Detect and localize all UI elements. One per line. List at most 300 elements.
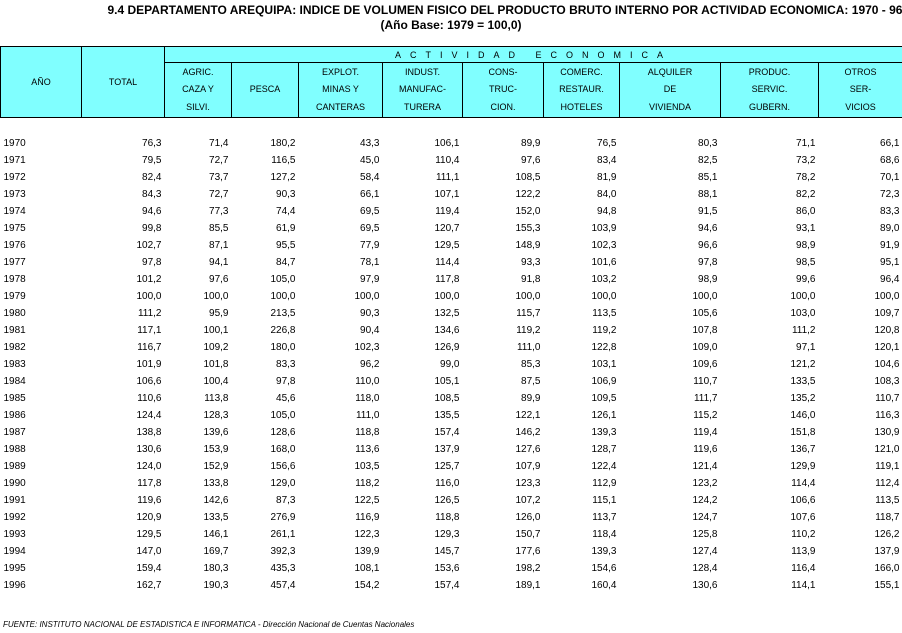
- value-cell: 126,2: [874, 529, 900, 540]
- value-cell: 71,4: [209, 138, 229, 149]
- value-cell: 72,3: [880, 189, 900, 200]
- header-line: HOTELES: [560, 101, 603, 112]
- value-cell: 81,9: [597, 172, 617, 183]
- value-cell: 116,0: [435, 478, 460, 489]
- value-cell: 115,2: [693, 410, 718, 421]
- year-cell: 1970: [3, 138, 26, 149]
- value-cell: 103,0: [790, 308, 816, 319]
- value-cell: 97,6: [209, 274, 229, 285]
- value-cell: 147,0: [136, 546, 162, 557]
- value-cell: 139,6: [203, 427, 229, 438]
- value-cell: 108,3: [874, 376, 900, 387]
- value-cell: 83,4: [597, 155, 617, 166]
- table-row: [1, 237, 902, 254]
- value-cell: 103,1: [591, 359, 617, 370]
- value-cell: 68,6: [880, 155, 900, 166]
- value-cell: 152,0: [515, 206, 541, 217]
- value-cell: 114,4: [435, 257, 460, 268]
- value-cell: 111,2: [137, 308, 162, 319]
- value-cell: 97,9: [360, 274, 380, 285]
- value-cell: 86,0: [796, 206, 816, 217]
- value-cell: 101,9: [136, 359, 162, 370]
- header-minas: [299, 63, 383, 118]
- table-row: [1, 424, 902, 441]
- value-cell: 107,2: [515, 495, 541, 506]
- value-cell: 83,3: [276, 359, 296, 370]
- header-alquiler: [620, 63, 721, 118]
- value-cell: 105,0: [270, 410, 296, 421]
- value-cell: 150,7: [515, 529, 541, 540]
- value-cell: 109,0: [692, 342, 718, 353]
- header-pesca: [232, 63, 299, 118]
- value-cell: 166,0: [874, 563, 900, 574]
- table-body: [1, 118, 902, 595]
- table-row: [1, 135, 902, 152]
- value-cell: 116,4: [791, 563, 816, 574]
- header-line: SILVI.: [186, 101, 210, 112]
- table-row: [1, 186, 902, 203]
- value-cell: 87,1: [209, 240, 229, 251]
- value-cell: 119,2: [592, 325, 617, 336]
- value-cell: 97,1: [796, 342, 816, 353]
- value-cell: 139,3: [591, 546, 617, 557]
- header-line: GUBERN.: [748, 101, 790, 112]
- value-cell: 121,4: [692, 461, 718, 472]
- value-cell: 99,0: [440, 359, 460, 370]
- value-cell: 155,3: [515, 223, 541, 234]
- value-cell: 43,3: [360, 138, 380, 149]
- value-cell: 153,9: [203, 444, 229, 455]
- value-cell: 117,8: [435, 274, 460, 285]
- value-cell: 122,1: [515, 410, 541, 421]
- value-cell: 103,5: [354, 461, 380, 472]
- value-cell: 100,4: [203, 376, 229, 387]
- value-cell: 142,6: [203, 495, 229, 506]
- value-cell: 94,8: [597, 206, 617, 217]
- value-cell: 110,6: [137, 393, 162, 404]
- value-cell: 94,1: [209, 257, 229, 268]
- value-cell: 124,4: [136, 410, 162, 421]
- value-cell: 116,7: [137, 342, 162, 353]
- value-cell: 126,9: [434, 342, 460, 353]
- value-cell: 129,3: [434, 529, 460, 540]
- value-cell: 119,6: [137, 495, 162, 506]
- year-cell: 1979: [3, 291, 26, 302]
- value-cell: 145,7: [434, 546, 460, 557]
- header-line: SERVIC.: [751, 84, 788, 95]
- value-cell: 113,7: [592, 512, 617, 523]
- value-cell: 100,0: [874, 291, 900, 302]
- year-cell: 1974: [3, 206, 26, 217]
- value-cell: 122,8: [591, 342, 617, 353]
- table-row: [1, 288, 902, 305]
- value-cell: 126,1: [591, 410, 617, 421]
- header-line: CAZA Y: [182, 84, 214, 95]
- value-cell: 122,4: [591, 461, 617, 472]
- value-cell: 127,4: [692, 546, 718, 557]
- value-cell: 435,3: [270, 563, 296, 574]
- value-cell: 61,9: [276, 223, 296, 234]
- year-cell: 1987: [3, 427, 26, 438]
- value-cell: 108,1: [354, 563, 380, 574]
- value-cell: 73,7: [209, 172, 229, 183]
- header-line: VIVIENDA: [648, 101, 691, 112]
- value-cell: 180,3: [203, 563, 229, 574]
- value-cell: 129,0: [270, 478, 296, 489]
- value-cell: 88,1: [698, 189, 718, 200]
- header-line: OTROS: [844, 66, 877, 77]
- value-cell: 100,0: [591, 291, 617, 302]
- value-cell: 106,9: [591, 376, 617, 387]
- value-cell: 159,4: [136, 563, 162, 574]
- year-cell: 1971: [3, 155, 26, 166]
- value-cell: 100,1: [203, 325, 229, 336]
- value-cell: 112,9: [592, 478, 617, 489]
- value-cell: 213,5: [270, 308, 296, 319]
- value-cell: 168,0: [270, 444, 296, 455]
- value-cell: 118,2: [355, 478, 380, 489]
- value-cell: 77,9: [360, 240, 380, 251]
- value-cell: 80,3: [698, 138, 718, 149]
- year-cell: 1977: [3, 257, 26, 268]
- value-cell: 69,5: [360, 223, 380, 234]
- value-cell: 115,7: [516, 308, 541, 319]
- header-line: VICIOS: [845, 101, 876, 112]
- value-cell: 100,0: [354, 291, 380, 302]
- header-line: TURERA: [403, 101, 441, 112]
- year-cell: 1982: [3, 342, 26, 353]
- year-cell: 1989: [3, 461, 26, 472]
- value-cell: 78,2: [796, 172, 816, 183]
- value-cell: 82,4: [142, 172, 162, 183]
- value-cell: 130,6: [136, 444, 162, 455]
- value-cell: 130,6: [692, 580, 718, 591]
- value-cell: 119,4: [435, 206, 460, 217]
- value-cell: 155,1: [874, 580, 900, 591]
- value-cell: 89,9: [521, 138, 541, 149]
- value-cell: 95,9: [209, 308, 229, 319]
- value-cell: 128,3: [203, 410, 229, 421]
- value-cell: 127,2: [270, 172, 296, 183]
- value-cell: 128,7: [591, 444, 617, 455]
- value-cell: 138,8: [136, 427, 162, 438]
- value-cell: 100,0: [136, 291, 162, 302]
- value-cell: 125,7: [434, 461, 460, 472]
- table-row: [1, 526, 902, 543]
- year-cell: 1993: [3, 529, 26, 540]
- value-cell: 90,3: [276, 189, 296, 200]
- value-cell: 109,2: [203, 342, 229, 353]
- value-cell: 146,0: [790, 410, 816, 421]
- value-cell: 106,6: [790, 495, 816, 506]
- table-row: [1, 407, 902, 424]
- value-cell: 121,2: [790, 359, 816, 370]
- value-cell: 120,1: [874, 342, 900, 353]
- year-cell: 1972: [3, 172, 26, 183]
- value-cell: 82,2: [796, 189, 816, 200]
- year-cell: 1980: [3, 308, 26, 319]
- value-cell: 69,5: [360, 206, 380, 217]
- value-cell: 98,5: [796, 257, 816, 268]
- value-cell: 115,1: [592, 495, 617, 506]
- table-row: [1, 543, 902, 560]
- value-cell: 119,1: [875, 461, 900, 472]
- value-cell: 82,5: [698, 155, 718, 166]
- table-row: [1, 577, 902, 594]
- value-cell: 111,2: [791, 325, 816, 336]
- header-line: PESCA: [249, 84, 281, 95]
- header-line: CANTERAS: [315, 101, 365, 112]
- value-cell: 190,3: [203, 580, 229, 591]
- table-row: [1, 509, 902, 526]
- value-cell: 114,4: [791, 478, 816, 489]
- value-cell: 97,8: [698, 257, 718, 268]
- value-cell: 114,1: [791, 580, 816, 591]
- value-cell: 72,7: [209, 189, 229, 200]
- table-row: [1, 152, 902, 169]
- value-cell: 99,6: [796, 274, 816, 285]
- value-cell: 169,7: [203, 546, 229, 557]
- table-row: [1, 305, 902, 322]
- value-cell: 111,0: [355, 410, 380, 421]
- data-table: [0, 46, 902, 594]
- value-cell: 127,6: [515, 444, 541, 455]
- year-cell: 1981: [3, 325, 26, 336]
- value-cell: 84,3: [142, 189, 162, 200]
- header-line: ALQUILER: [647, 66, 693, 77]
- year-cell: 1984: [3, 376, 26, 387]
- value-cell: 95,1: [880, 257, 900, 268]
- value-cell: 157,4: [434, 580, 460, 591]
- value-cell: 129,9: [790, 461, 816, 472]
- year-cell: 1983: [3, 359, 26, 370]
- year-cell: 1978: [3, 274, 26, 285]
- value-cell: 84,0: [597, 189, 617, 200]
- value-cell: 116,5: [271, 155, 296, 166]
- year-cell: 1986: [3, 410, 26, 421]
- header-agric: [165, 63, 232, 118]
- value-cell: 87,3: [276, 495, 296, 506]
- value-cell: 58,4: [360, 172, 380, 183]
- value-cell: 118,8: [435, 512, 460, 523]
- value-cell: 116,9: [355, 512, 380, 523]
- value-cell: 148,9: [515, 240, 541, 251]
- year-cell: 1976: [3, 240, 26, 251]
- header-construccion: [463, 63, 544, 118]
- table-row: [1, 458, 902, 475]
- table-row: [1, 254, 902, 271]
- value-cell: 119,6: [693, 444, 718, 455]
- value-cell: 117,8: [137, 478, 162, 489]
- value-cell: 99,8: [142, 223, 162, 234]
- value-cell: 91,5: [698, 206, 718, 217]
- value-cell: 130,9: [874, 427, 900, 438]
- value-cell: 135,2: [790, 393, 816, 404]
- table-row: [1, 322, 902, 339]
- header-actividad-economica: ACTIVIDAD ECONOMICA: [165, 47, 902, 63]
- year-cell: 1990: [3, 478, 26, 489]
- value-cell: 110,2: [791, 529, 816, 540]
- value-cell: 136,7: [790, 444, 816, 455]
- value-cell: 109,7: [874, 308, 900, 319]
- table-row: [1, 441, 902, 458]
- value-cell: 117,1: [137, 325, 162, 336]
- value-cell: 125,8: [692, 529, 718, 540]
- table-row: [1, 203, 902, 220]
- table-row: [1, 492, 902, 509]
- table-row: [1, 475, 902, 492]
- year-cell: 1996: [3, 580, 26, 591]
- value-cell: 100,0: [692, 291, 718, 302]
- value-cell: 157,4: [434, 427, 460, 438]
- value-cell: 122,5: [354, 495, 380, 506]
- value-cell: 104,6: [874, 359, 900, 370]
- value-cell: 100,0: [203, 291, 229, 302]
- value-cell: 129,5: [434, 240, 460, 251]
- header-line: SER-: [849, 84, 872, 95]
- value-cell: 152,9: [203, 461, 229, 472]
- value-cell: 71,1: [796, 138, 816, 149]
- table-row: [1, 220, 902, 237]
- header-line: DE: [663, 84, 677, 95]
- value-cell: 122,2: [515, 189, 541, 200]
- value-cell: 177,6: [515, 546, 541, 557]
- value-cell: 89,0: [880, 223, 900, 234]
- value-cell: 74,4: [276, 206, 296, 217]
- value-cell: 93,1: [796, 223, 816, 234]
- value-cell: 102,3: [591, 240, 617, 251]
- value-cell: 101,8: [203, 359, 229, 370]
- value-cell: 137,9: [874, 546, 900, 557]
- header-line: PRODUC.: [748, 66, 791, 77]
- value-cell: 79,5: [142, 155, 162, 166]
- report-title: 9.4 DEPARTAMENTO AREQUIPA: INDICE DE VOLUMEN FISICO DEL PRODUCTO BRUTO INTERNO POR ACTIVIDAD ECONOMICA: 1970 - 96: [107, 3, 902, 17]
- value-cell: 133,5: [790, 376, 816, 387]
- value-cell: 107,8: [692, 325, 718, 336]
- value-cell: 85,3: [521, 359, 541, 370]
- value-cell: 105,0: [270, 274, 296, 285]
- value-cell: 189,1: [515, 580, 541, 591]
- value-cell: 66,1: [360, 189, 380, 200]
- value-cell: 101,2: [136, 274, 162, 285]
- value-cell: 91,9: [880, 240, 900, 251]
- value-cell: 146,2: [515, 427, 541, 438]
- value-cell: 123,2: [692, 478, 718, 489]
- value-cell: 226,8: [270, 325, 296, 336]
- value-cell: 98,9: [796, 240, 816, 251]
- value-cell: 128,4: [692, 563, 718, 574]
- value-cell: 96,2: [360, 359, 380, 370]
- value-cell: 103,9: [591, 223, 617, 234]
- value-cell: 113,6: [355, 444, 380, 455]
- source-footnote: FUENTE: INSTITUTO NACIONAL DE ESTADISTICA E INFORMATICA - Dirección Nacional de Cuentas Nacionales: [3, 620, 415, 629]
- value-cell: 118,0: [355, 393, 380, 404]
- value-cell: 94,6: [698, 223, 718, 234]
- value-cell: 113,5: [875, 495, 900, 506]
- value-cell: 110,7: [875, 393, 900, 404]
- value-cell: 113,5: [592, 308, 617, 319]
- value-cell: 126,5: [434, 495, 460, 506]
- value-cell: 97,6: [521, 155, 541, 166]
- value-cell: 90,3: [360, 308, 380, 319]
- value-cell: 120,9: [136, 512, 162, 523]
- value-cell: 100,0: [515, 291, 541, 302]
- value-cell: 134,6: [434, 325, 460, 336]
- value-cell: 72,7: [209, 155, 229, 166]
- value-cell: 139,3: [591, 427, 617, 438]
- value-cell: 118,7: [875, 512, 900, 523]
- value-cell: 100,0: [270, 291, 296, 302]
- value-cell: 135,5: [434, 410, 460, 421]
- value-cell: 122,3: [354, 529, 380, 540]
- header-line: AGRIC.: [182, 66, 214, 77]
- value-cell: 118,4: [592, 529, 617, 540]
- value-cell: 392,3: [270, 546, 296, 557]
- year-cell: 1975: [3, 223, 26, 234]
- value-cell: 180,2: [270, 138, 296, 149]
- value-cell: 111,1: [435, 172, 460, 183]
- value-cell: 66,1: [880, 138, 900, 149]
- value-cell: 108,5: [515, 172, 541, 183]
- table-row: [1, 339, 902, 356]
- value-cell: 100,0: [790, 291, 816, 302]
- value-cell: 119,2: [516, 325, 541, 336]
- value-cell: 111,0: [516, 342, 541, 353]
- value-cell: 109,6: [692, 359, 718, 370]
- value-cell: 120,7: [434, 223, 460, 234]
- year-cell: 1988: [3, 444, 26, 455]
- table-row: [1, 390, 902, 407]
- value-cell: 87,5: [521, 376, 541, 387]
- value-cell: 77,3: [209, 206, 229, 217]
- value-cell: 110,0: [355, 376, 380, 387]
- year-cell: 1991: [3, 495, 26, 506]
- value-cell: 76,3: [142, 138, 162, 149]
- header-comercio: [544, 63, 620, 118]
- value-cell: 118,8: [355, 427, 380, 438]
- table-row: [1, 373, 902, 390]
- header-line: COMERC.: [560, 66, 603, 77]
- value-cell: 160,4: [591, 580, 617, 591]
- value-cell: 85,1: [698, 172, 718, 183]
- table-row: [1, 356, 902, 373]
- value-cell: 107,6: [790, 512, 816, 523]
- value-cell: 45,6: [276, 393, 296, 404]
- value-cell: 110,7: [693, 376, 718, 387]
- value-cell: 146,1: [203, 529, 229, 540]
- value-cell: 103,2: [591, 274, 617, 285]
- value-cell: 139,9: [354, 546, 380, 557]
- value-cell: 113,8: [204, 393, 229, 404]
- value-cell: 137,9: [434, 444, 460, 455]
- value-cell: 133,5: [203, 512, 229, 523]
- value-cell: 111,7: [693, 393, 718, 404]
- year-cell: 1995: [3, 563, 26, 574]
- value-cell: 45,0: [360, 155, 380, 166]
- value-cell: 156,6: [270, 461, 296, 472]
- value-cell: 102,3: [354, 342, 380, 353]
- value-cell: 96,6: [698, 240, 718, 251]
- table-row: [1, 560, 902, 577]
- value-cell: 120,8: [874, 325, 900, 336]
- header-total: TOTAL: [82, 47, 165, 118]
- year-cell: 1985: [3, 393, 26, 404]
- header-line: MANUFAC-: [399, 84, 446, 95]
- header-line: CONS-: [488, 66, 518, 77]
- value-cell: 124,0: [136, 461, 162, 472]
- value-cell: 107,1: [434, 189, 460, 200]
- header-line: RESTAUR.: [559, 84, 604, 95]
